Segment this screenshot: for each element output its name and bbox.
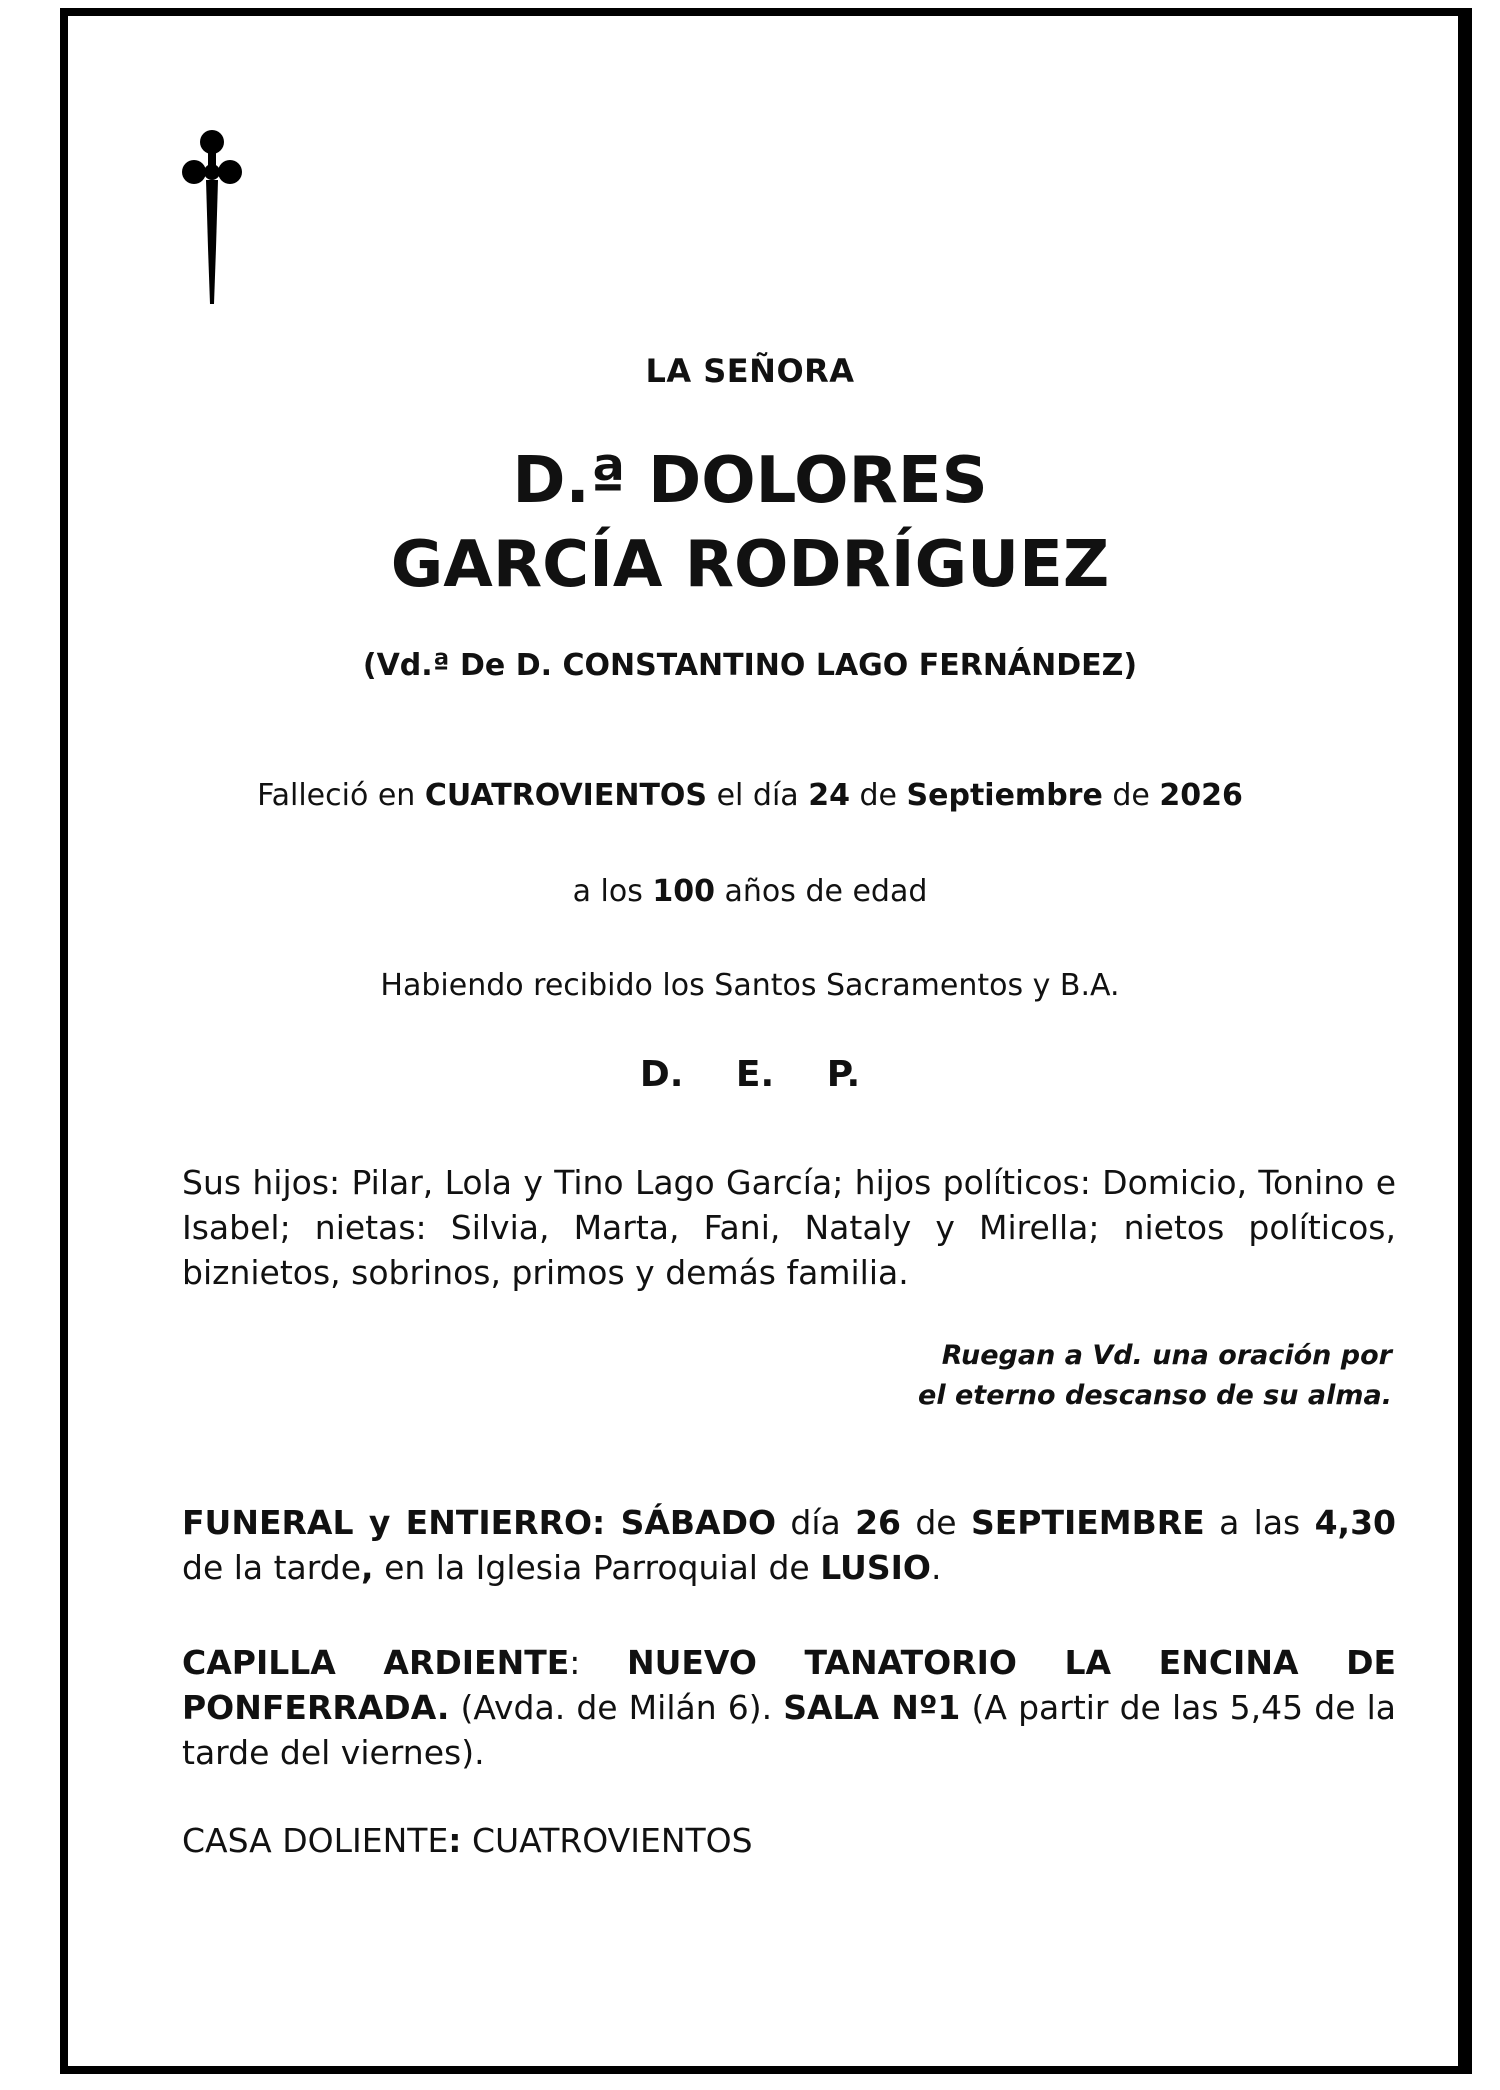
funeral-paragraph: FUNERAL y ENTIERRO: SÁBADO día 26 de SEPTIEMBRE a las 4,30 de la tarde, en la Iglesia Parroquial de LUSIO. (182, 1503, 1396, 1587)
widow-of: (Vd.ª De D. CONSTANTINO LAGO FERNÁNDEZ) (362, 648, 1138, 683)
death-line: Falleció en CUATROVIENTOS el día 24 de Septiembre de 2026 (257, 778, 1243, 813)
prayer-line1: Ruegan a Vd. una oración por (941, 1340, 1392, 1371)
heading-la-senora: LA SEÑORA (645, 352, 855, 390)
age-line: a los 100 años de edad (572, 874, 928, 909)
sacraments-line: Habiendo recibido los Santos Sacramentos y B.A. (380, 968, 1120, 1003)
family-paragraph: Sus hijos: Pilar, Lola y Tino Lago García; hijos políticos: Domicio, Tonino e Isabel; nietas: Silvia, Marta, Fani, Nataly y Mirella; nietos políticos, biznietos, sobrinos, primos y demás familia. (182, 1163, 1396, 1292)
deceased-name-line1: D.ª DOLORES (512, 444, 988, 518)
prayer-text (792, 1336, 1392, 1416)
cross-icon (180, 128, 244, 304)
casa-doliente: CASA DOLIENTE: CUATROVIENTOS (182, 1821, 753, 1860)
capilla-paragraph: CAPILLA ARDIENTE: NUEVO TANATORIO LA ENCINA DE PONFERRADA. (Avda. de Milán 6). SALA Nº1 (A partir de las 5,45 de la tarde del viernes). (182, 1643, 1397, 1772)
dep-line: D. E. P. (639, 1054, 861, 1095)
deceased-name-line2: GARCÍA RODRÍGUEZ (390, 528, 1110, 602)
prayer-line2: el eterno descanso de su alma. (918, 1380, 1392, 1411)
